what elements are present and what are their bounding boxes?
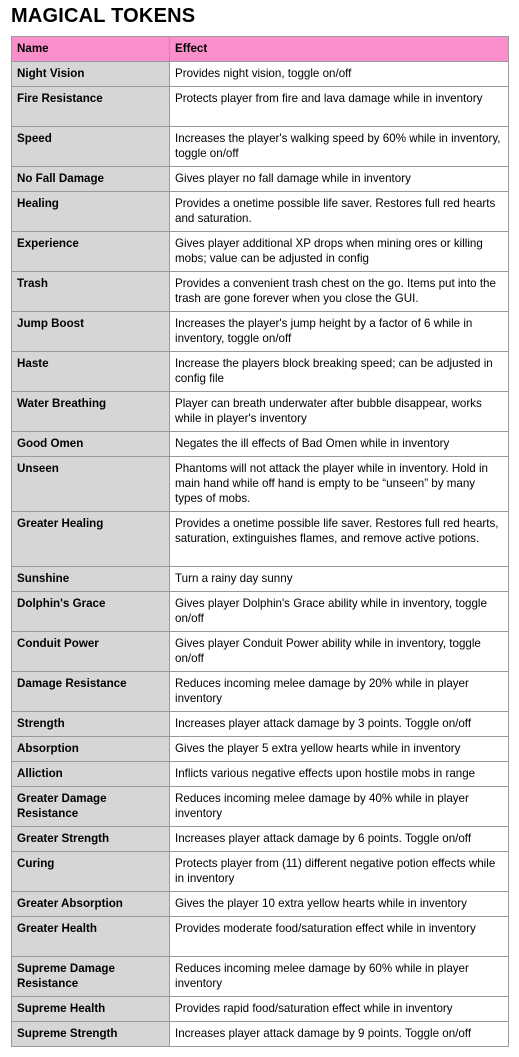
table-row	[12, 632, 509, 672]
table-row	[12, 672, 509, 712]
token-effect: Negates the ill effects of Bad Omen while in inventory	[170, 432, 509, 457]
table-row	[12, 852, 509, 892]
table-row	[12, 827, 509, 852]
token-effect: Phantoms will not attack the player while in inventory. Hold in main hand while off hand is empty to be “unseen” by many types of mobs.	[170, 457, 509, 512]
token-name: Dolphin's Grace	[12, 592, 170, 632]
token-name: Alliction	[12, 762, 170, 787]
token-effect: Protects player from fire and lava damage while in inventory	[170, 87, 509, 127]
token-name: Supreme Damage Resistance	[12, 957, 170, 997]
token-effect: Provides a convenient trash chest on the go. Items put into the trash are gone forever when you close the GUI.	[170, 272, 509, 312]
token-name: Good Omen	[12, 432, 170, 457]
token-effect: Provides night vision, toggle on/off	[170, 62, 509, 87]
table-row	[12, 87, 509, 127]
token-name: Haste	[12, 352, 170, 392]
token-effect: Increases the player's jump height by a factor of 6 while in inventory, toggle on/off	[170, 312, 509, 352]
token-name: Trash	[12, 272, 170, 312]
table-row	[12, 167, 509, 192]
token-name: Damage Resistance	[12, 672, 170, 712]
token-effect: Provides a onetime possible life saver. Restores full red hearts, saturation, extinguishes flames, and remove active potions.	[170, 512, 509, 567]
token-effect: Inflicts various negative effects upon hostile mobs in range	[170, 762, 509, 787]
token-effect: Turn a rainy day sunny	[170, 567, 509, 592]
token-effect: Gives player Conduit Power ability while in inventory, toggle on/off	[170, 632, 509, 672]
table-row	[12, 512, 509, 567]
table-row	[12, 737, 509, 762]
table-body	[12, 62, 509, 1047]
token-name: Supreme Health	[12, 997, 170, 1022]
table-row	[12, 457, 509, 512]
token-name: Absorption	[12, 737, 170, 762]
token-name: Unseen	[12, 457, 170, 512]
token-name: Speed	[12, 127, 170, 167]
table-row	[12, 62, 509, 87]
table-row	[12, 392, 509, 432]
table-row	[12, 352, 509, 392]
token-name: Healing	[12, 192, 170, 232]
token-name: Night Vision	[12, 62, 170, 87]
token-effect: Increases the player's walking speed by 60% while in inventory, toggle on/off	[170, 127, 509, 167]
token-name: Greater Healing	[12, 512, 170, 567]
token-name: No Fall Damage	[12, 167, 170, 192]
page-title: MAGICAL TOKENS	[11, 5, 196, 27]
table-row	[12, 712, 509, 737]
table-row	[12, 312, 509, 352]
table-row	[12, 127, 509, 167]
token-effect: Increases player attack damage by 3 points. Toggle on/off	[170, 712, 509, 737]
table-header-row	[12, 37, 509, 62]
table-row	[12, 957, 509, 997]
table-row	[12, 917, 509, 957]
token-name: Greater Health	[12, 917, 170, 957]
token-name: Supreme Strength	[12, 1022, 170, 1047]
magical-tokens-table	[11, 36, 509, 1047]
token-name: Greater Damage Resistance	[12, 787, 170, 827]
token-effect: Provides moderate food/saturation effect while in inventory	[170, 917, 509, 957]
table-row	[12, 272, 509, 312]
token-effect: Increases player attack damage by 9 points. Toggle on/off	[170, 1022, 509, 1047]
table-row	[12, 192, 509, 232]
token-effect: Protects player from (11) different negative potion effects while in inventory	[170, 852, 509, 892]
token-name: Water Breathing	[12, 392, 170, 432]
token-effect: Provides rapid food/saturation effect while in inventory	[170, 997, 509, 1022]
table-row	[12, 592, 509, 632]
token-name: Jump Boost	[12, 312, 170, 352]
table-row	[12, 567, 509, 592]
table-row	[12, 762, 509, 787]
token-effect: Gives the player 5 extra yellow hearts while in inventory	[170, 737, 509, 762]
token-effect: Player can breath underwater after bubble disappear, works while in player's inventory	[170, 392, 509, 432]
token-effect: Gives player Dolphin's Grace ability while in inventory, toggle on/off	[170, 592, 509, 632]
token-name: Experience	[12, 232, 170, 272]
token-effect: Provides a onetime possible life saver. Restores full red hearts and saturation.	[170, 192, 509, 232]
token-effect: Gives the player 10 extra yellow hearts while in inventory	[170, 892, 509, 917]
table-row	[12, 232, 509, 272]
token-effect: Reduces incoming melee damage by 60% while in player inventory	[170, 957, 509, 997]
token-name: Fire Resistance	[12, 87, 170, 127]
table-row	[12, 997, 509, 1022]
token-name: Strength	[12, 712, 170, 737]
token-effect: Increases player attack damage by 6 points. Toggle on/off	[170, 827, 509, 852]
token-effect: Gives player no fall damage while in inventory	[170, 167, 509, 192]
token-effect: Reduces incoming melee damage by 40% while in player inventory	[170, 787, 509, 827]
token-effect: Reduces incoming melee damage by 20% while in player inventory	[170, 672, 509, 712]
table-row	[12, 892, 509, 917]
table-row	[12, 787, 509, 827]
token-name: Greater Absorption	[12, 892, 170, 917]
token-name: Greater Strength	[12, 827, 170, 852]
token-effect: Increase the players block breaking speed; can be adjusted in config file	[170, 352, 509, 392]
token-effect: Gives player additional XP drops when mining ores or killing mobs; value can be adjusted in config	[170, 232, 509, 272]
column-header-effect: Effect	[170, 37, 509, 62]
token-name: Sunshine	[12, 567, 170, 592]
token-name: Conduit Power	[12, 632, 170, 672]
table-row	[12, 1022, 509, 1047]
table-row	[12, 432, 509, 457]
column-header-name: Name	[12, 37, 170, 62]
token-name: Curing	[12, 852, 170, 892]
